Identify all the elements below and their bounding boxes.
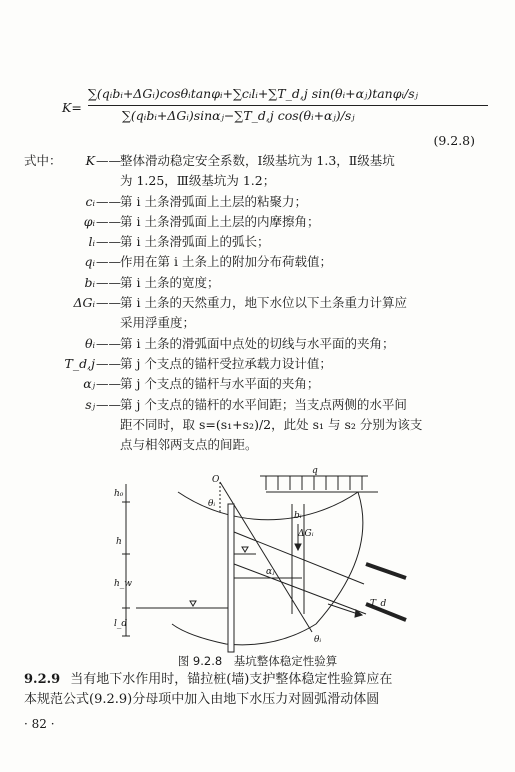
definitions-list — [0, 151, 515, 455]
definition-symbol: ΔGᵢ — [73, 295, 95, 311]
definitions-lead: 式中： — [24, 153, 62, 168]
anchor-bar-1 — [366, 564, 406, 578]
paragraph-line-2: 本规范公式(9.2.9)分母项中加入由地下水压力对圆弧滑动体圆 — [24, 692, 380, 707]
definition-dash: —— — [96, 396, 121, 412]
definition-symbol: cᵢ — [85, 193, 95, 209]
definition-dash: —— — [96, 193, 121, 209]
definition-text: 第 i 土条滑弧面上土层的粘聚力； — [120, 193, 307, 209]
label-td: T_d — [370, 599, 387, 609]
surcharge-arrows — [266, 476, 362, 490]
retaining-wall — [228, 504, 234, 652]
label-h: h — [116, 537, 122, 547]
label-theta-top: θᵢ — [208, 499, 216, 509]
definition-symbol: θᵢ — [84, 335, 95, 351]
definition-dash: —— — [96, 376, 121, 392]
label-dgi: ΔGᵢ — [298, 529, 314, 539]
figure-caption: 图 9.2.8 基坑整体稳定性验算 — [177, 654, 338, 668]
label-o: O — [212, 475, 220, 485]
definition-symbol: bᵢ — [84, 274, 95, 290]
definition-text: 作用在第 i 土条上的附加分布荷载值； — [120, 254, 332, 270]
slip-arc — [178, 492, 358, 520]
definition-text: 第 i 土条滑弧面上的弧长； — [120, 234, 270, 250]
definition-text: 第 j 个支点的锚杆与水平面的夹角； — [120, 376, 320, 392]
definition-symbol: φᵢ — [83, 213, 95, 229]
definition-text: 第 i 土条的宽度； — [120, 274, 220, 290]
label-h0: h₀ — [114, 489, 124, 499]
definition-dash: —— — [96, 234, 121, 250]
label-ld: l_d — [114, 619, 128, 629]
label-q: q — [312, 466, 318, 476]
label-bi: bᵢ — [294, 511, 302, 521]
definition-symbol: αⱼ — [83, 376, 95, 392]
label-aj: αⱼ — [266, 567, 275, 577]
definition-text: 第 i 土条的天然重力，地下水位以下土条重力计算应 — [120, 295, 407, 311]
definition-dash: —— — [96, 335, 121, 351]
definition-dash: —— — [96, 355, 121, 371]
formula-denominator: ∑(qᵢbᵢ+ΔGᵢ)sinαⱼ−∑T_d,j cos(θᵢ+αⱼ)/sⱼ — [122, 108, 355, 123]
definition-symbol: K — [85, 153, 95, 168]
definition-symbol: sⱼ — [85, 396, 95, 412]
definition-dash: —— — [96, 295, 121, 311]
definition-continuation: 采用浮重度； — [120, 315, 196, 331]
definition-text: 第 i 土条滑弧面上土层的内摩擦角； — [120, 213, 320, 229]
paragraph-line-1: 当有地下水作用时，锚拉桩(墙)支护整体稳定性验算应在 — [70, 672, 393, 687]
section-number: 9.2.9 — [24, 672, 61, 687]
formula-lhs: K= — [62, 100, 82, 115]
definition-dash: —— — [96, 274, 121, 290]
definition-text: 第 j 个支点的锚杆的水平间距；当支点两侧的水平间 — [120, 396, 407, 412]
definition-continuation: 为 1.25，Ⅲ级基坑为 1.2； — [120, 173, 276, 189]
anchor-lower — [234, 564, 366, 614]
definition-continuation: 点与相邻两支点的间距。 — [120, 437, 258, 453]
water-mark-outside — [190, 601, 196, 606]
page-number: · 82 · — [24, 717, 55, 731]
definition-symbol: T_d,j — [64, 355, 95, 371]
fraction-bar — [88, 105, 488, 106]
slope-stability-diagram — [114, 466, 416, 652]
definition-text: 第 i 土条的滑弧面中点处的切线与水平面的夹角； — [120, 335, 395, 351]
label-hw: h_w — [114, 579, 132, 589]
definition-dash: —— — [96, 254, 121, 270]
definition-text: 第 j 个支点的锚杆受拉承载力设计值； — [120, 355, 332, 371]
definition-continuation: 距不同时，取 s=(s₁+s₂)/2，此处 s₁ 与 s₂ 分别为该支 — [120, 416, 423, 432]
definition-symbol: lᵢ — [88, 234, 95, 250]
label-theta-bottom: θᵢ — [314, 635, 322, 645]
equation-number: (9.2.8) — [433, 133, 475, 148]
anchor-upper — [234, 532, 364, 584]
weight-arrowhead — [295, 544, 301, 550]
stability-formula — [62, 86, 482, 132]
definition-symbol: qᵢ — [84, 254, 95, 270]
section-paragraph — [24, 670, 494, 710]
definition-dash: —— — [96, 153, 121, 168]
water-mark-inside — [242, 547, 248, 552]
definition-dash: —— — [96, 213, 121, 229]
definition-text: 整体滑动稳定安全系数，Ⅰ级基坑为 1.3，Ⅱ级基坑 — [120, 153, 395, 168]
formula-numerator: ∑(qᵢbᵢ+ΔGᵢ)cosθᵢtanφᵢ+∑cᵢlᵢ+∑T_d,j sin(θᵢ+αⱼ)tanφᵢ/sⱼ — [88, 86, 418, 101]
